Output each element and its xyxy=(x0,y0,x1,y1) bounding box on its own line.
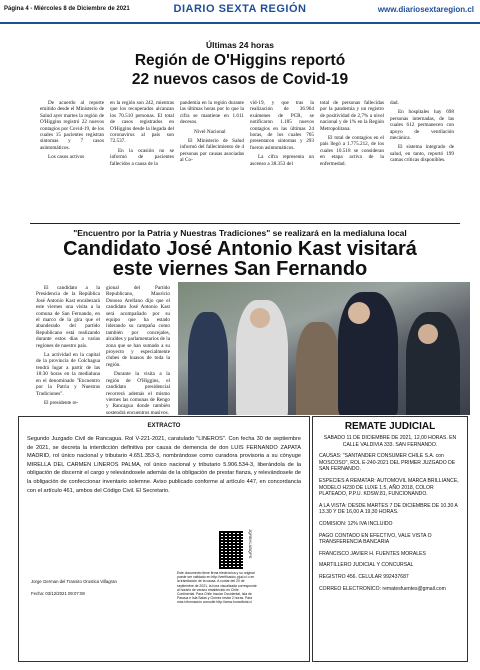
subheading: Nivel Nacional xyxy=(194,128,226,135)
paragraph: MARTILLERO JUDICIAL Y CONCURSAL xyxy=(319,562,414,569)
story1-kicker: Últimas 24 horas xyxy=(205,40,275,50)
paragraph: De acuerdo al reporte emitido desde el Ministerio de Salud ayer martes la región de O'Higgins registró 22 nuevos contagios por Covid-19, de los cuales 15 pacientes registran síntomas y 7 casos asintomáticos. xyxy=(40,100,104,151)
extracto-body: Segundo Juzgado Civil de Rancagua. Rol V-221-2021, caratulado "LINEROS". Con fecha 30 de septiembre de 2021, se decreta la interdicción definitiva por causa de demencia de don LUIS FERNANDO ZAPATA MADRID, rol único nacional y tributario 4.651.353-3, nombrándose como curadora provisoria a su cónyuge MIRELLA DEL CARMEN LINEROS PALMA, rol único nacional y tributario 5.906.534-3, liberándola de la obligación de discernir el cargo y relevándosele además de la obligación de prestar fianza, y relevándosele de la obligación de confeccionar inventario solemne. Aviso publicado conforme al artículo 447, en concordancia con el artículo 461, ambos del Código Civil. El Secretario. xyxy=(27,436,301,494)
signed-date: Fecha: 03/12/2021 09:07:08 xyxy=(31,591,85,596)
signer-name: Jorge German del Transito Orostica Villagran xyxy=(31,579,117,584)
paragraph: en la región son 242, mientras que los recuperados alcanzan los 70.510 personas. El total de casos registrados en O'Higgins desde la llegada del coronavirus al país son 72.537. xyxy=(110,100,174,145)
story2-title-line1: Candidato José Antonio Kast visitará xyxy=(63,238,417,260)
story2-kicker: "Encuentro por la Patria y Nuestras Tradiciones" se realizará en la medialuna local xyxy=(73,228,407,238)
paragraph: pandemia en la región durante las últimas horas por lo que la cifra se mantiene en 1.611 decesos. xyxy=(180,100,244,126)
paragraph: A LA VISTA: DESDE MARTES 7 DE DICIEMBRE DE 10.30 A 13.30 Y DE 16,00 A 19,30 HORAS. xyxy=(319,502,458,516)
paragraph: REGISTRO 456. CELULAR 992437687 xyxy=(319,573,409,580)
remate-body xyxy=(319,435,461,597)
verification-note: Este documento tiene firma electrónica y su original puede ser validado en http://verificadoc.pjud.cl o en la tramitación de la causa. A contar del 20 de septiembre de 2021, la hora visualizada corresponde al horario de verano establecido en Chile Continental. Para Chile Insular Occidental, Isla de Pascua e Isla Salas y Gómez restar 2 horas. Para más información consulte http://www.horaoficial.cl xyxy=(177,571,257,605)
paragraph: ESPECIES A REMATAR: AUTOMOVIL MARCA BRILLIANCE, MODELO H230 DE LUXE 1.5, AÑO 2018, COLOR PLATEADO, P.P.U. KDSW.81, FUNCIONANDO. xyxy=(319,477,459,498)
story1-column-3 xyxy=(180,100,244,220)
paragraph: En hospitales hay 698 personas internadas, de las cuales 612 permanecen con apoyo de ventilación mecánica. xyxy=(390,109,454,142)
story2-column-1 xyxy=(36,285,100,413)
section-divider xyxy=(30,223,460,224)
paragraph: SABADO 11 DE DICIEMBRE DE 2021, 12,00 HORAS. EN CALLE VALDIVIA 333. SAN FERNANDO. xyxy=(323,435,457,448)
paragraph: La actividad en la capital de la provincia de Colchagua tendrá lugar a partir de las 18:30 horas en la medialuna en el denominado "Encuentro por la Patria y Nuestras Tradiciones". xyxy=(36,352,100,397)
paragraph: El Ministerio de Salud informó del fallecimiento de 4 personas por causas asociadas al Co- xyxy=(180,138,244,164)
story1-title-line1: Región de O'Higgins reportó xyxy=(134,52,346,69)
paragraph: La cifra representa un ascenso a 38.353 del xyxy=(250,154,314,167)
paragraph: FRANCISCO JAVIER H. FUENTES MORALES xyxy=(319,550,426,557)
qr-code-icon xyxy=(219,531,243,569)
story2-title-line2: este viernes San Fernando xyxy=(112,258,368,280)
paragraph: Durante la visita a la región de O'Higgins, el candidato presidencial recorrerá además el mismo viernes las comunas de Rengo y Rancagua donde también sostendrá encuentros masivos. xyxy=(106,371,170,416)
extracto-title: EXTRACTO xyxy=(147,423,181,429)
story1-column-1 xyxy=(40,100,104,220)
story1-column-2 xyxy=(110,100,174,220)
story2-column-2 xyxy=(106,285,170,416)
page-date: Página 4 - Miércoles 8 de Diciembre de 2021 xyxy=(4,6,130,12)
verification-code: JQRBYLXBQPS xyxy=(248,529,253,559)
paragraph: CAUSAS: "SANTANDER CONSUMER CHILE S.A. con MOSCOSO", ROL E-240-2021 DEL PRIMER JUZGADO DE SAN FERNANDO. xyxy=(319,453,456,473)
story1-column-4 xyxy=(250,100,314,220)
remate-title: REMATE JUDICIAL xyxy=(344,421,436,432)
paragraph: En la ocasión no se informó de pacientes fallecidos a causa de la xyxy=(110,147,174,167)
website-link[interactable]: www.diariosextaregion.cl xyxy=(377,5,474,14)
contact-email[interactable]: CORREO ELECTRONICO: rematesfuentes@gmail.com xyxy=(319,585,446,592)
paragraph: COMISION: 12% IVA INCLUIDO xyxy=(319,520,393,527)
page-header xyxy=(0,0,480,24)
paragraph: PAGO CONTADO EN EFECTIVO, VALE VISTA O TRANSFERENCIA BANCARIA xyxy=(319,532,432,546)
paragraph: total de personas fallecidas por la pandemia y un registro de positividad de 2,7% a nivel nacional y de 1% en la Región Metropolitana. xyxy=(320,100,384,132)
paragraph: gional del Partido Republicano, Mauricio Donoso Arellano dijo que el candidato José Antonio Kast será acompañado por su equipo que ha estado liderando su campaña como también por concejales, alcaldes y parlamentarios de la zona que se han sumado a su proyecto y especialmente clubes de huasos de toda la región. xyxy=(106,285,170,368)
story1-title-line2: 22 nuevos casos de Covid-19 xyxy=(131,71,349,88)
news-photo xyxy=(178,282,470,415)
paragraph: El presidente re- xyxy=(44,399,79,406)
paragraph: vid-19, y que tras la realización de 36.964 exámenes de PCR, se notificaron 1.185 nuevos contagios en las últimas 24 horas, de los cuales 765 presentaron síntomas y 293 fueron asintomáticos. xyxy=(250,100,314,151)
paragraph: El sistema integrado de salud, en tanto, reportó 199 camas críticas disponibles. xyxy=(390,144,454,164)
extracto-notice xyxy=(18,416,310,662)
paragraph: dad. xyxy=(390,100,399,106)
paragraph: El total de contagios en el país llegó a 1.775.212, de los cuales 10.518 se consideran en etapa activa de la enfermedad. xyxy=(320,135,384,167)
masthead: DIARIO SEXTA REGIÓN xyxy=(173,3,307,15)
paragraph: Los casos activos xyxy=(48,154,85,161)
story1-column-6 xyxy=(390,100,454,220)
remate-notice xyxy=(312,416,468,662)
story1-column-5 xyxy=(320,100,384,220)
paragraph: El candidato a la Presidencia de la República José Antonio Kast encabezará este viernes una visita a la comuna de San Fernando, en el marco de la gira que el abanderado del partido Republicano está realizando durante estos días a varias regiones de nuestro país. xyxy=(36,285,100,349)
